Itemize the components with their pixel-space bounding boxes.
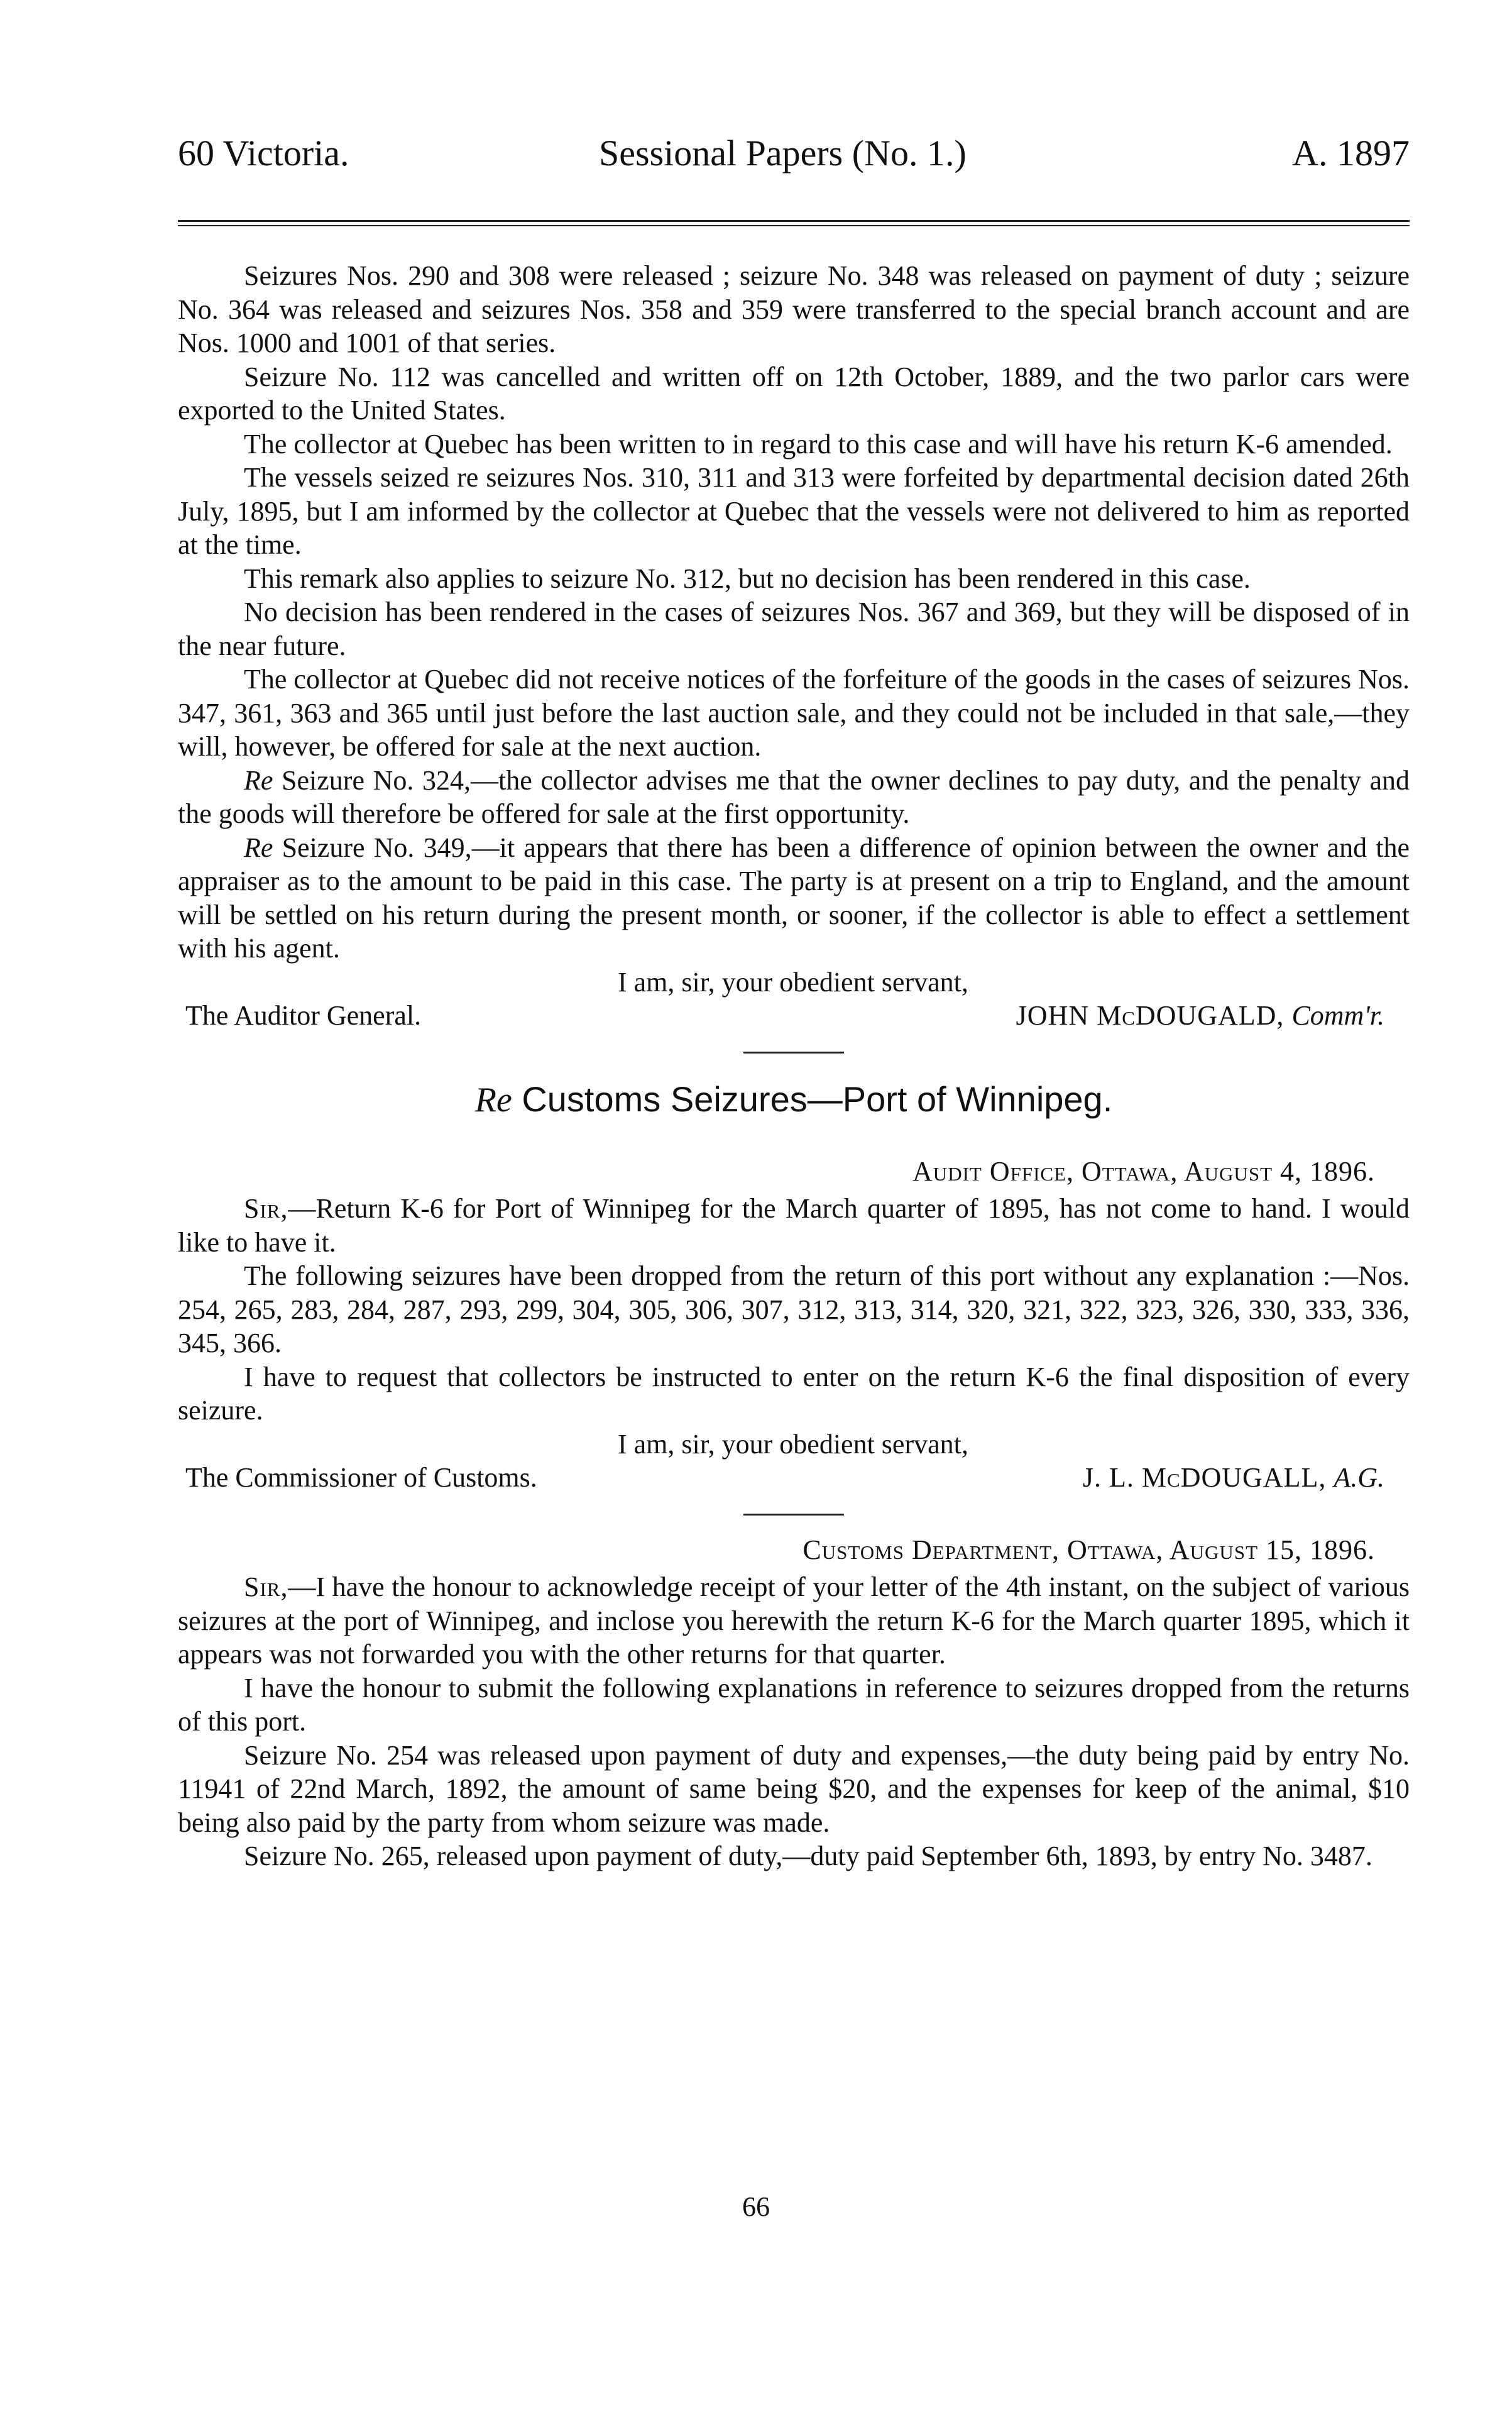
paragraph-re-349 <box>178 831 1410 966</box>
paragraph: Seizures Nos. 290 and 308 were released ; seizure No. 348 was released on payment of duty ; seizure No. 364 was released and seizures Nos. 358 and 359 were transferred to the special branch account and are Nos. 1000 and 1001 of that series. <box>178 260 1410 358</box>
paragraph-text: —Return K-6 for Port of Winnipeg for the March quarter of 1895, has not come to hand. I would like to have it. <box>178 1193 1410 1258</box>
signer <box>1083 1461 1410 1495</box>
heading-title: Customs Seizures—Port of Winnipeg. <box>512 1079 1113 1119</box>
section-heading <box>178 1077 1410 1122</box>
paragraph: No decision has been rendered in the cases of seizures Nos. 367 and 369, but they will be disposed of in the near future. <box>178 597 1410 661</box>
header-rule-top <box>178 220 1410 222</box>
dateline: Audit Office, Ottawa, August 4, 1896. <box>912 1155 1375 1187</box>
paragraph: Seizure No. 112 was cancelled and written off on 12th October, 1889, and the two parlor cars were exported to the United States. <box>178 361 1410 426</box>
paragraph: The collector at Quebec did not receive notices of the forfeiture of the goods in the cases of seizures Nos. 347, 361, 363 and 365 until just before the last auction sale, and they could not be included in that sale,—they will, however, be offered for sale at the next auction. <box>178 664 1410 762</box>
re-prefix: Re <box>244 764 273 796</box>
signer-title: Comm'r. <box>1291 1000 1384 1031</box>
running-head-left: 60 Victoria. <box>178 133 349 173</box>
signer-name: J. L. McDOUGALL, <box>1082 1462 1334 1493</box>
running-head-center: Sessional Papers (No. 1.) <box>599 133 967 173</box>
paragraph <box>178 1192 1410 1259</box>
signer <box>1016 999 1410 1033</box>
re-prefix: Re <box>244 832 273 863</box>
paragraph: Seizure No. 254 was released upon payment of duty and expenses,—the duty being paid by entry No. 11941 of 22nd March, 1892, the amount of same being $20, and the expenses for keep of the animal, $10 being also paid by the party from whom seizure was made. <box>178 1739 1410 1838</box>
paragraph: This remark also applies to seizure No. 312, but no decision has been rendered in this case. <box>244 563 1251 594</box>
signature-line <box>178 1461 1410 1495</box>
paragraph-text: Seizure No. 324,—the collector advises me that the owner declines to pay duty, and the penalty and the goods will therefore be offered for sale at the first opportunity. <box>178 764 1410 829</box>
paragraph: The following seizures have been dropped from the return of this port without any explanation :—Nos. 254, 265, 283, 284, 287, 293, 299, 304, 305, 306, 307, 312, 313, 314, 320, 321, 322, 323, 326, 330, 333, 336, 345, 366. <box>178 1260 1410 1358</box>
separator-rule <box>743 1514 844 1516</box>
closing-line: I am, sir, your obedient servant, <box>618 966 968 998</box>
signer-name: JOHN McDOUGALD, <box>1016 1000 1292 1031</box>
salutation: Sir, <box>244 1193 288 1224</box>
closing-line: I am, sir, your obedient servant, <box>618 1428 968 1460</box>
addressee: The Auditor General. <box>185 1000 422 1031</box>
body-text <box>178 259 1410 1873</box>
running-head <box>178 132 1410 182</box>
paragraph: I have to request that collectors be instructed to enter on the return K-6 the final disposition of every seizure. <box>178 1361 1410 1426</box>
signer-title: A.G. <box>1334 1462 1384 1493</box>
paragraph <box>178 1570 1410 1671</box>
paragraph: Seizure No. 265, released upon payment of duty,—duty paid September 6th, 1893, by entry No. 3487. <box>244 1841 1372 1871</box>
running-head-right: A. 1897 <box>1292 133 1410 173</box>
paragraph: The collector at Quebec has been written to in regard to this case and will have his return K-6 amended. <box>244 428 1393 459</box>
paragraph: I have the honour to submit the following explanations in reference to seizures dropped from the returns of this port. <box>178 1672 1410 1737</box>
salutation: Sir, <box>244 1571 288 1602</box>
signature-line <box>178 999 1410 1033</box>
paragraph-text: Seizure No. 349,—it appears that there has been a difference of opinion between the owner and the appraiser as to the amount to be paid in this case. The party is at present on a trip to England, and the amount will be settled on his return during the present month, or sooner, if the collector is able to effect a settlement with his agent. <box>178 832 1410 964</box>
page-number: 66 <box>742 2191 770 2222</box>
separator-rule <box>743 1052 844 1054</box>
paragraph-re-324 <box>178 764 1410 831</box>
dateline: Customs Department, Ottawa, August 15, 1896. <box>803 1534 1375 1565</box>
heading-re-prefix: Re <box>474 1080 512 1120</box>
header-rule-bottom <box>178 225 1410 226</box>
addressee: The Commissioner of Customs. <box>185 1462 537 1493</box>
paragraph: The vessels seized re seizures Nos. 310, 311 and 313 were forfeited by departmental decision dated 26th July, 1895, but I am informed by the collector at Quebec that the vessels were not delivered to him as reported at the time. <box>178 462 1410 560</box>
paragraph-text: —I have the honour to acknowledge receipt of your letter of the 4th instant, on the subject of various seizures at the port of Winnipeg, and inclose you herewith the return K-6 for the March quarter 1895, which it appears was not forwarded you with the other returns for that quarter. <box>178 1571 1410 1670</box>
